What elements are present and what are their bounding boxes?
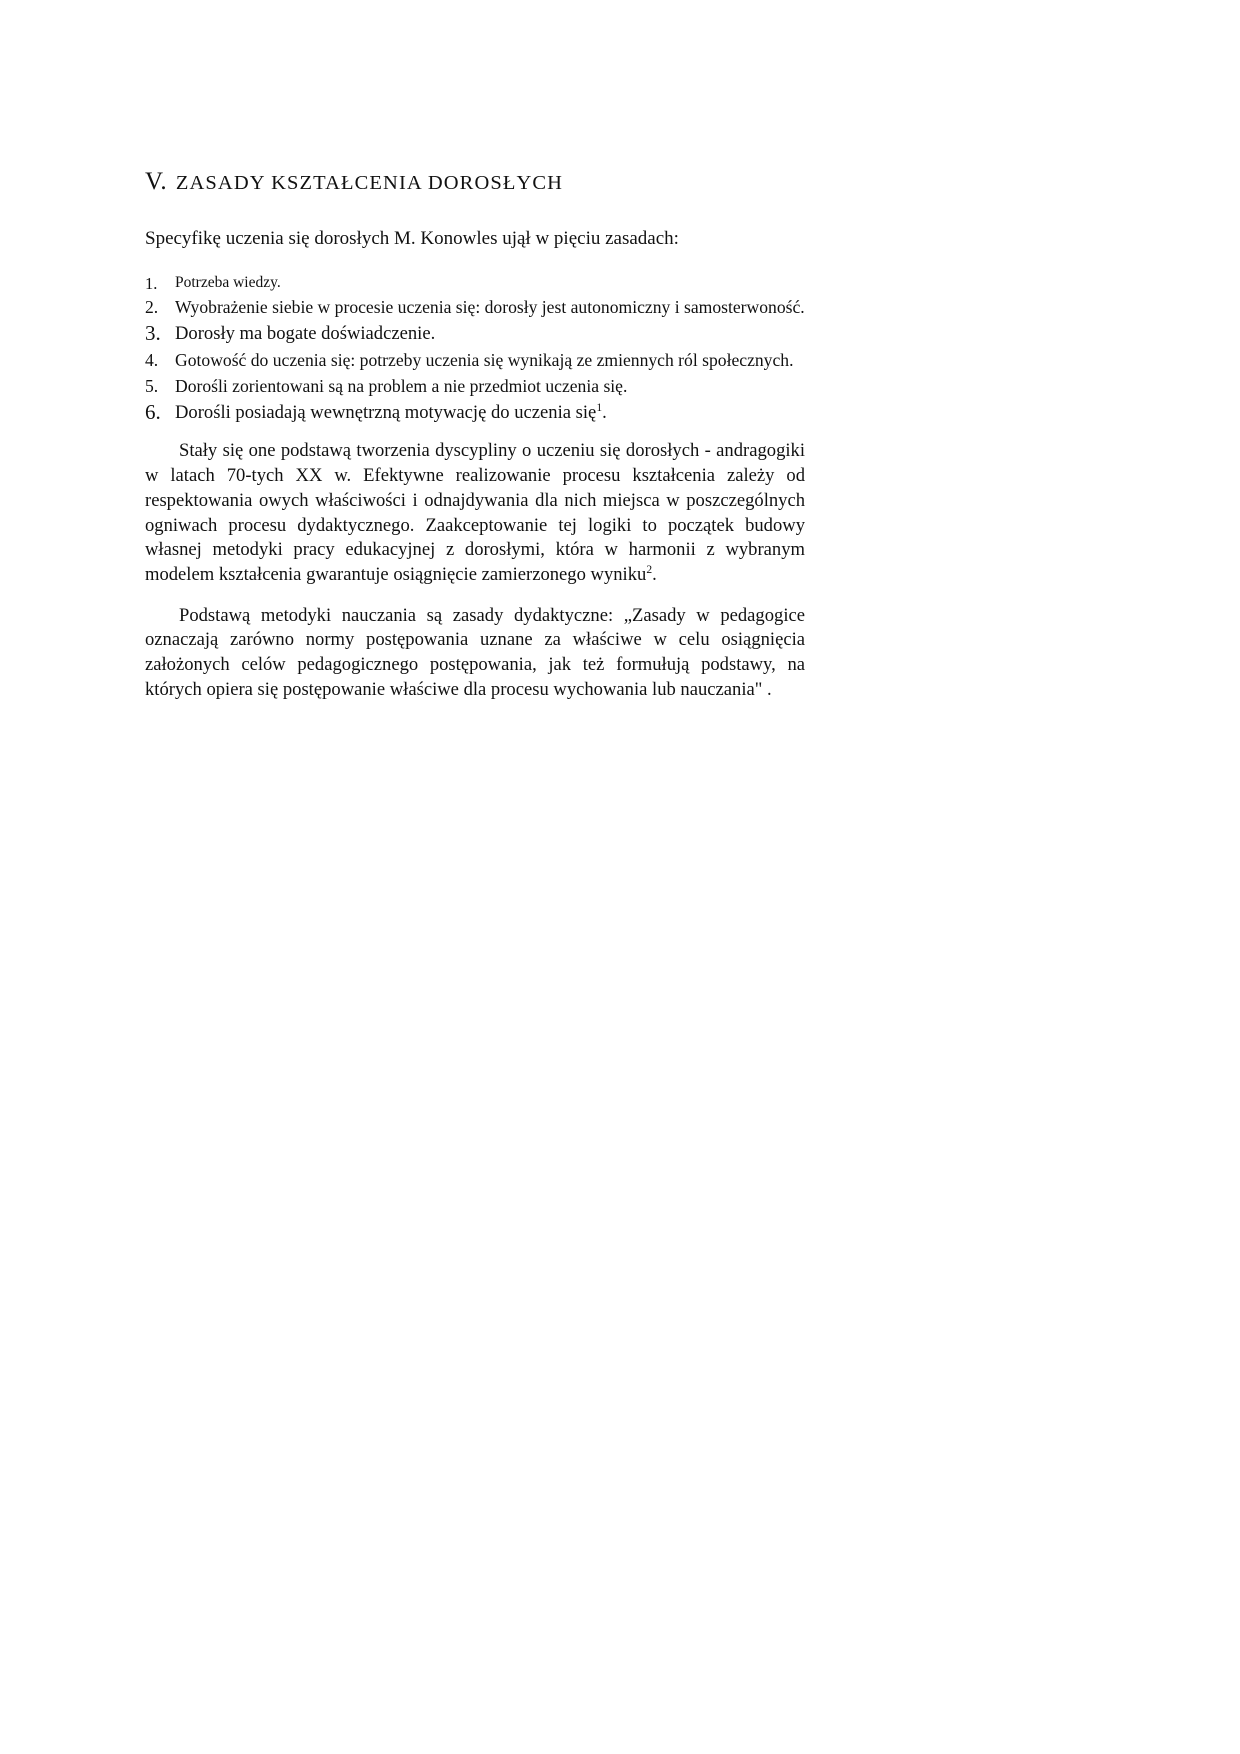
list-item-number: 6.: [145, 400, 161, 425]
list-item-label: Dorośli zorientowani są na problem a nie przedmiot uczenia się.: [175, 376, 628, 397]
section-title-text: ZASADY KSZTAŁCENIA DOROSŁYCH: [175, 172, 564, 194]
body-paragraph-1: [145, 439, 805, 587]
list-item: [145, 322, 805, 346]
list-item-label: Gotowość do uczenia się: potrzeby uczenia się wynikają ze zmiennych ról społecznych.: [175, 350, 794, 371]
list-item-label: Potrzeba wiedzy.: [175, 274, 281, 292]
list-item-number: 5.: [145, 376, 159, 397]
list-item-label: Wyobrażenie siebie w procesie uczenia się: dorosły jest autonomiczny i samosterwoność.: [175, 297, 805, 318]
list-item: [145, 375, 805, 398]
lead-paragraph: Specyfikę uczenia się dorosłych M. Konowles ujął w pięciu zasadach:: [145, 228, 679, 249]
list-item: [145, 401, 805, 425]
rules-list: [145, 273, 805, 425]
document-content: [145, 160, 805, 703]
list-item: [145, 349, 805, 372]
footnote-marker: 1: [596, 402, 603, 415]
list-item-number: 2.: [145, 297, 159, 318]
list-item: [145, 273, 805, 293]
footnote-marker: 2: [646, 563, 653, 576]
list-item-tail: .: [602, 402, 607, 424]
paragraph-tail: .: [652, 563, 657, 585]
list-item: [145, 296, 805, 319]
list-item-number: 4.: [145, 350, 159, 371]
paragraph-text: Stały się one podstawą tworzenia dyscypliny o uczeniu się dorosłych - andragogiki w latach 70-tych XX w. Efektywne realizowanie procesu kształcenia zależy od respektowania owych właściwości i odnajdywania dla nich miejsca w poszczególnych ogniwach procesu dydaktycznego. Zaakceptowanie tej logiki to początek budowy własnej metodyki pracy edukacyjnej z dorosłymi, która w harmonii z wybranym modelem kształcenia gwarantuje osiągnięcie zamierzonego wyniku: [145, 440, 805, 585]
list-item-label: Dorosły ma bogate doświadczenie.: [175, 323, 436, 345]
page-title: [145, 160, 805, 197]
list-item-label: Dorośli posiadają wewnętrzną motywację do uczenia się: [175, 402, 597, 424]
section-numeral: V.: [145, 168, 168, 195]
list-item-number: 3.: [145, 321, 161, 346]
list-item-number: 1.: [145, 274, 158, 294]
paragraph-text: Podstawą metodyki nauczania są zasady dydaktyczne: „Zasady w pedagogice oznaczają zarówno normy postępowania uznane za właściwe w celu osiągnięcia założonych celów pedagogicznego postępowania, jak też formułują podstawy, na których opiera się postępowanie właściwe dla procesu wychowania lub nauczania" .: [145, 604, 805, 700]
body-paragraph-2: [145, 604, 805, 703]
